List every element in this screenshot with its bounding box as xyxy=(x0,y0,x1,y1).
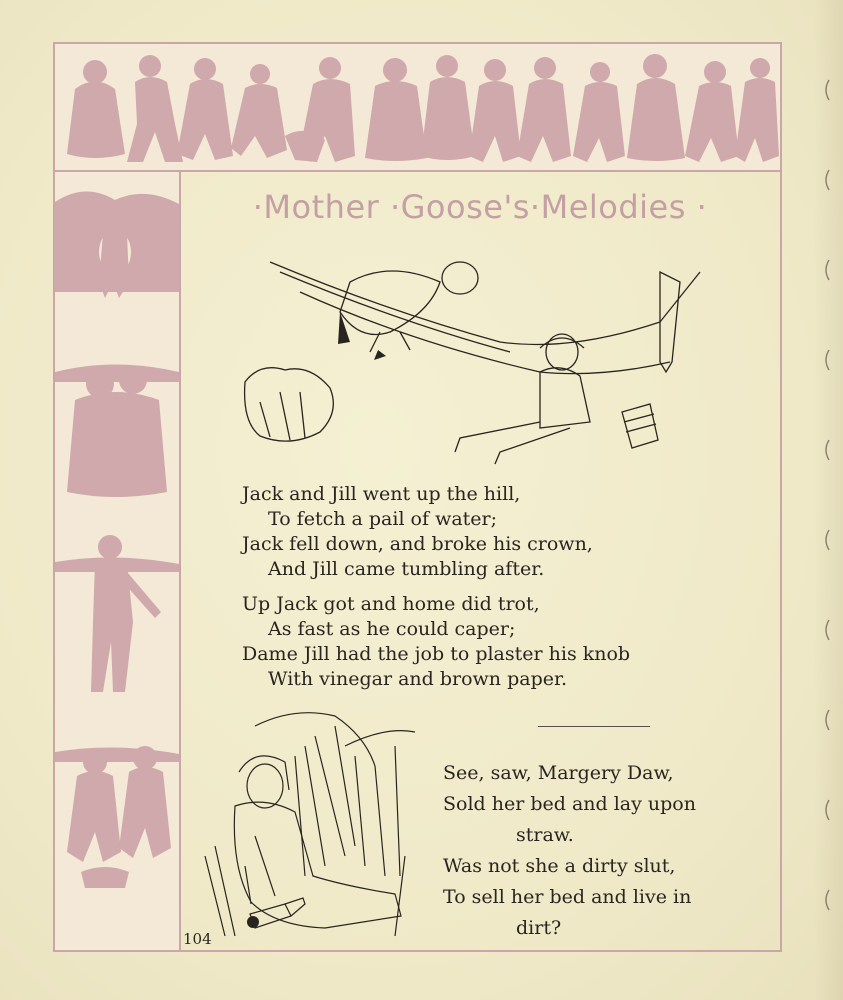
poem-line: Was not she a dirty slut, xyxy=(443,855,676,877)
poem-line: To sell her bed and live in xyxy=(443,886,692,908)
silhouette-vignettes-illustration xyxy=(55,172,179,950)
poem-line: See, saw, Margery Daw, xyxy=(443,762,674,784)
margery-daw-illustration xyxy=(195,706,425,944)
poem-line: Sold her bed and lay upon xyxy=(443,793,696,815)
poem-line: Jack and Jill went up the hill, xyxy=(242,483,521,505)
page-title: ·Mother ·Goose's·Melodies · xyxy=(252,188,708,226)
poem-line: straw. xyxy=(516,824,574,846)
poem-line: To fetch a pail of water; xyxy=(268,508,498,530)
poem-line: With vinegar and brown paper. xyxy=(268,668,568,690)
page-number: 104 xyxy=(183,930,212,948)
jack-and-jill-tumbling-illustration xyxy=(240,252,710,467)
poem-line: Dame Jill had the job to plaster his knob xyxy=(242,643,631,665)
top-silhouette-band xyxy=(55,44,780,172)
margery-daw-in-straw-illustration xyxy=(195,706,425,944)
poem-line: dirt? xyxy=(516,917,562,939)
poem-line: As fast as he could caper; xyxy=(268,618,516,640)
poem-stanza-1 xyxy=(242,482,682,582)
jack-and-jill-illustration xyxy=(240,252,710,467)
poem-line: Jack fell down, and broke his crown, xyxy=(242,533,593,555)
section-divider xyxy=(538,726,650,727)
poem-stanza-2 xyxy=(242,592,682,692)
left-silhouette-band xyxy=(55,172,181,950)
poem-jack-and-jill xyxy=(242,482,682,702)
binding-stitch-marks xyxy=(821,60,835,960)
poem-line: Up Jack got and home did trot, xyxy=(242,593,540,615)
poem-line: And Jill came tumbling after. xyxy=(268,558,545,580)
silhouette-procession-illustration xyxy=(55,44,780,170)
poem-see-saw xyxy=(443,758,773,944)
